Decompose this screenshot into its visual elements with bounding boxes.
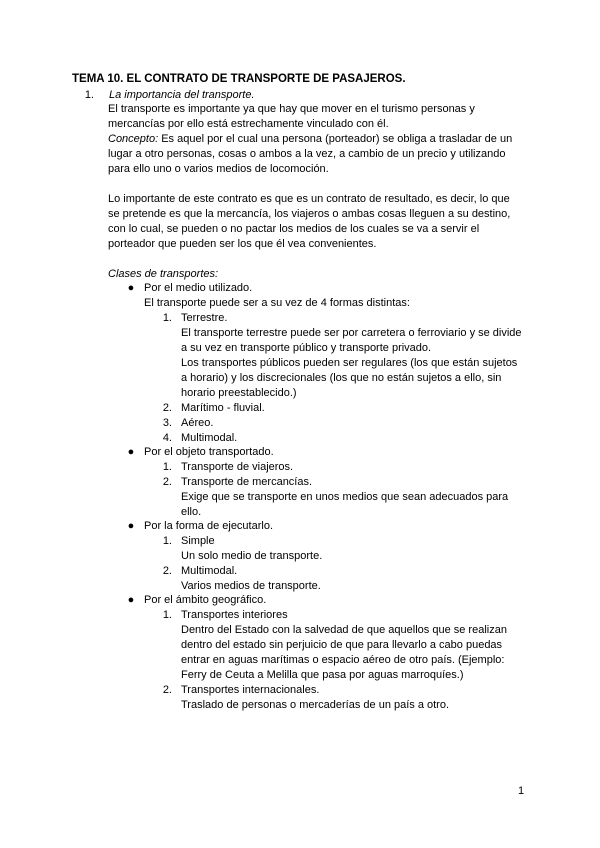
list-item-desc: dentro del estado sin perjuicio de que para llevarlo a cabo puedas xyxy=(181,639,503,651)
classes-heading: Clases de transportes: xyxy=(108,268,219,280)
list-item-desc: entrar en aguas marítimas o espacio aéreo de otro país. (Ejemplo: xyxy=(181,654,505,666)
bullet-intro: El transporte puede ser a su vez de 4 formas distintas: xyxy=(144,297,410,309)
paragraph-line: con lo cual, se pueden o no pactar los medios de los cuales se va a servir el xyxy=(108,223,480,235)
bullet-label: Por el objeto transportado. xyxy=(144,446,274,458)
list-item-label: Aéreo. xyxy=(181,417,214,429)
list-number: 2. xyxy=(162,684,172,696)
paragraph-line: El transporte es importante ya que hay que mover en el turismo personas y xyxy=(108,103,475,115)
list-number: 2. xyxy=(162,476,172,488)
list-item-desc: Varios medios de transporte. xyxy=(181,580,321,592)
list-item-desc: Exige que se transporte en unos medios que sean adecuados para xyxy=(181,491,509,503)
list-item-desc: Dentro del Estado con la salvedad de que aquellos que se realizan xyxy=(181,624,507,636)
list-item-desc: horario preestablecido.) xyxy=(181,387,297,399)
list-item-desc: El transporte terrestre puede ser por carretera o ferroviario y se divide xyxy=(181,327,522,339)
bullet-icon: ● xyxy=(127,520,135,532)
list-item-desc: a horario) y los discrecionales (los que no están sujetos a ello, sin xyxy=(181,372,502,384)
section-heading: La importancia del transporte. xyxy=(109,89,255,101)
list-number: 3. xyxy=(162,417,172,429)
paragraph-line: se pretende es que la mercancía, los viajeros o ambas cosas lleguen a su destino, xyxy=(108,208,511,220)
list-item-label: Multimodal. xyxy=(181,432,238,444)
concept-line xyxy=(108,132,512,147)
concept-text: Es aquel por el cual una persona (porteador) se obliga a trasladar de un xyxy=(158,133,513,145)
bullet-icon: ● xyxy=(127,282,135,294)
list-item-label: Transporte de mercancías. xyxy=(181,476,313,488)
bullet-icon: ● xyxy=(127,594,135,606)
list-item-desc: Ferry de Ceuta a Melilla que pasa por aguas marroquíes.) xyxy=(181,669,464,681)
bullet-label: Por el medio utilizado. xyxy=(144,282,253,294)
bullet-label: Por el ámbito geográfico. xyxy=(144,594,267,606)
list-number: 1. xyxy=(162,609,172,621)
concept-label: Concepto: xyxy=(108,133,159,145)
list-number: 1. xyxy=(162,312,172,324)
list-item-label: Marítimo - fluvial. xyxy=(181,402,265,414)
bullet-icon: ● xyxy=(127,446,135,458)
list-item-desc: a su vez en transporte público y transporte privado. xyxy=(181,342,432,354)
list-number: 2. xyxy=(162,565,172,577)
list-item-desc: Los transportes públicos pueden ser regulares (los que están sujetos xyxy=(181,357,518,369)
list-item-label: Transportes interiores xyxy=(181,609,288,621)
paragraph-line: mercancías por ello está estrechamente vinculado con él. xyxy=(108,118,389,130)
section-number: 1. xyxy=(84,89,94,101)
list-item-label: Transporte de viajeros. xyxy=(181,461,294,473)
list-item-desc: Traslado de personas o mercaderías de un país a otro. xyxy=(181,699,450,711)
list-item-desc: Un solo medio de transporte. xyxy=(181,550,323,562)
list-number: 1. xyxy=(162,461,172,473)
list-item-label: Transportes internacionales. xyxy=(181,684,320,696)
list-item-label: Terrestre. xyxy=(181,312,228,324)
list-item-label: Simple xyxy=(181,535,215,547)
paragraph-line: Lo importante de este contrato es que es un contrato de resultado, es decir, lo que xyxy=(108,193,510,205)
list-number: 4. xyxy=(162,432,172,444)
list-item-label: Multimodal. xyxy=(181,565,238,577)
concept-line: lugar a otro personas, cosas o ambos a la vez, a cambio de un precio y utilizando xyxy=(108,148,506,160)
paragraph-line: porteador que pueden ser los que él vea convenientes. xyxy=(108,238,377,250)
page-title: TEMA 10. EL CONTRATO DE TRANSPORTE DE PASAJEROS. xyxy=(72,73,406,85)
list-number: 2. xyxy=(162,402,172,414)
concept-line: para ello uno o varios medios de locomoción. xyxy=(108,163,329,175)
page-number: 1 xyxy=(518,785,525,797)
bullet-label: Por la forma de ejecutarlo. xyxy=(144,520,274,532)
list-number: 1. xyxy=(162,535,172,547)
list-item-desc: ello. xyxy=(181,506,202,518)
